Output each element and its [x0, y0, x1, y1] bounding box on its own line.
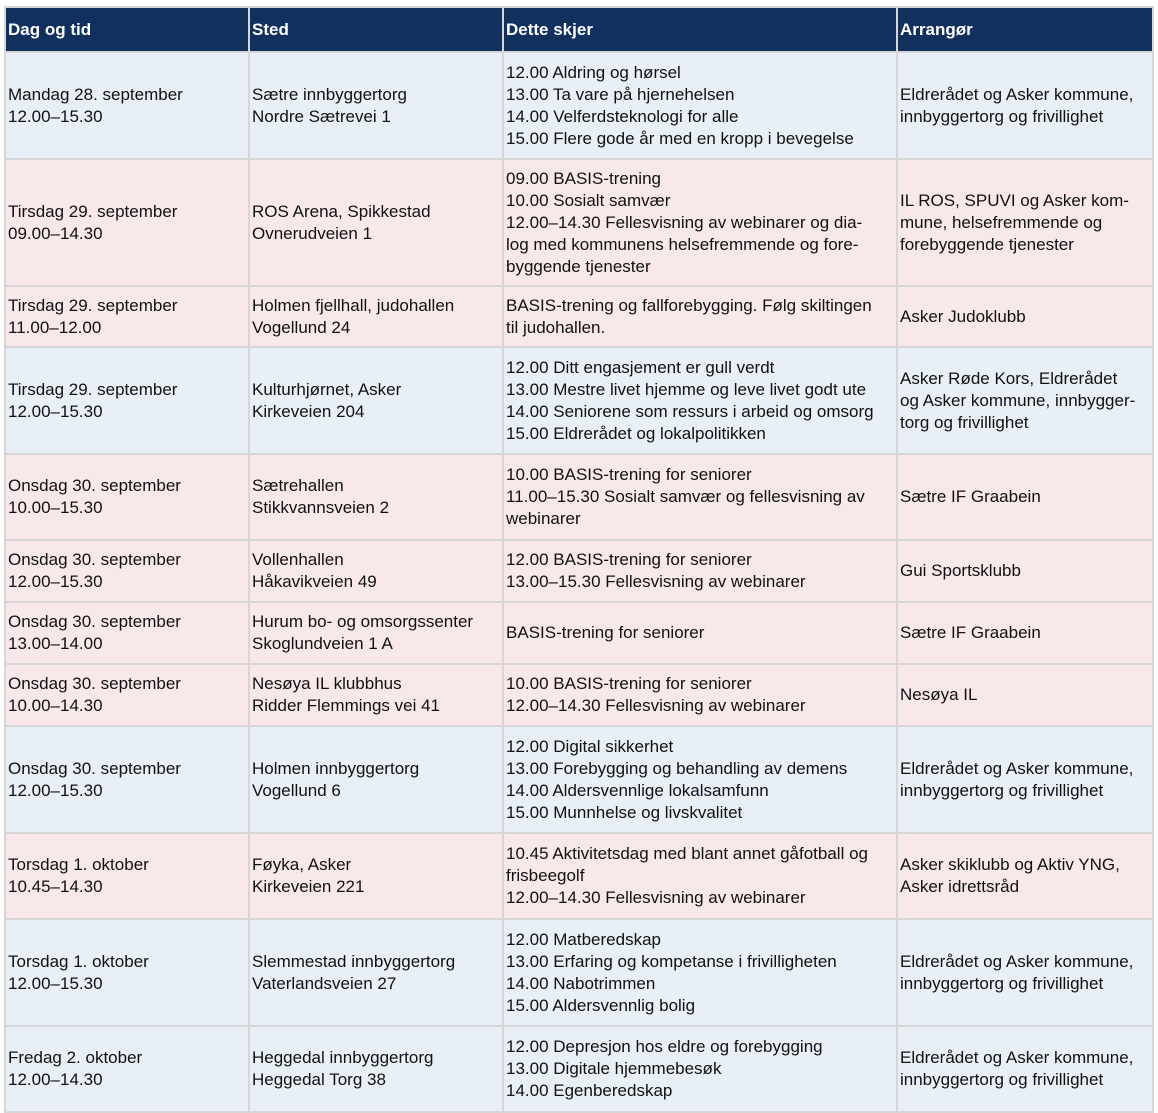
what-line: 12.00 Matberedskap [506, 929, 661, 949]
what-line: byggende tjenester [506, 256, 651, 276]
what-cell [503, 602, 897, 664]
organizer-line: Eldrerådet og Asker kommune, [900, 1048, 1134, 1067]
place-line: Nordre Sætrevei 1 [252, 106, 391, 126]
place-cell [249, 919, 503, 1026]
place-line: Skoglundveien 1 A [252, 634, 393, 653]
what-line: 15.00 Flere gode år med en kropp i bevegelse [506, 128, 854, 148]
organizer-cell [897, 664, 1153, 726]
what-line: 13.00 Digitale hjemmebesøk [506, 1059, 722, 1078]
what-line: 13.00 Ta vare på hjernehelsen [506, 84, 735, 104]
place-cell [249, 454, 503, 540]
what-cell [503, 454, 897, 540]
what-line: til judohallen. [506, 317, 606, 337]
what-cell [503, 833, 897, 919]
what-line: BASIS-trening og fallforebygging. Følg skiltingen [506, 295, 872, 315]
what-line: log med kommunens helsefremmende og fore- [506, 234, 859, 254]
day-line: Onsdag 30. september [8, 758, 181, 778]
place-line: Sætre innbyggertorg [252, 84, 407, 104]
what-line: 12.00–14.30 Fellesvisning av webinarer [506, 696, 806, 715]
what-line: 10.00 BASIS-trening for seniorer [506, 674, 752, 693]
place-line: Kulturhjørnet, Asker [252, 379, 402, 399]
organizer-line: innbyggertorg og frivillighet [900, 106, 1104, 126]
organizer-line: Sætre IF Graabein [900, 623, 1041, 642]
table-row [5, 52, 1153, 159]
column-header-organizer: Arrangør [897, 7, 1153, 52]
day-line: Tirsdag 29. september [8, 201, 178, 221]
what-line: 12.00 Depresjon hos eldre og forebygging [506, 1037, 823, 1056]
what-cell [503, 664, 897, 726]
place-cell [249, 286, 503, 347]
what-cell [503, 159, 897, 286]
day-line: 12.00–15.30 [8, 973, 103, 993]
table-row [5, 602, 1153, 664]
organizer-line: og Asker kommune, innbygger- [900, 390, 1136, 410]
day-line: 10.00–15.30 [8, 498, 103, 517]
what-line: 10.00 Sosialt samvær [506, 190, 671, 210]
what-line: frisbeegolf [506, 866, 585, 885]
what-line: 13.00–15.30 Fellesvisning av webinarer [506, 572, 806, 591]
day-line: Torsdag 1. oktober [8, 855, 149, 874]
table-row [5, 664, 1153, 726]
what-line: 13.00 Mestre livet hjemme og leve livet godt ute [506, 379, 867, 399]
place-line: Nesøya IL klubbhus [252, 674, 402, 693]
table-row [5, 726, 1153, 833]
organizer-line: Sætre IF Graabein [900, 487, 1041, 506]
day-cell [5, 159, 249, 286]
organizer-line: Gui Sportsklubb [900, 561, 1021, 580]
place-line: Føyka, Asker [252, 855, 352, 874]
organizer-line: IL ROS, SPUVI og Asker kom- [900, 190, 1129, 210]
place-cell [249, 602, 503, 664]
what-line: webinarer [506, 509, 581, 528]
organizer-line: Eldrerådet og Asker kommune, [900, 758, 1134, 778]
organizer-cell [897, 454, 1153, 540]
day-line: 12.00–15.30 [8, 401, 103, 421]
organizer-line: innbyggertorg og frivillighet [900, 973, 1104, 993]
table-row [5, 540, 1153, 602]
day-line: Tirsdag 29. september [8, 379, 178, 399]
what-line: 11.00–15.30 Sosialt samvær og fellesvisning av [506, 487, 865, 506]
organizer-cell [897, 919, 1153, 1026]
organizer-cell [897, 52, 1153, 159]
table-row [5, 1026, 1153, 1112]
day-line: Mandag 28. september [8, 84, 183, 104]
what-line: 13.00 Forebygging og behandling av demens [506, 758, 848, 778]
day-line: Onsdag 30. september [8, 612, 181, 631]
what-cell [503, 286, 897, 347]
schedule-body [5, 52, 1153, 1112]
place-line: Stikkvannsveien 2 [252, 498, 390, 517]
place-cell [249, 540, 503, 602]
day-cell [5, 1026, 249, 1112]
place-cell [249, 726, 503, 833]
organizer-line: Asker Judoklubb [900, 306, 1026, 326]
what-cell [503, 347, 897, 454]
place-line: ROS Arena, Spikkestad [252, 201, 431, 221]
table-row [5, 159, 1153, 286]
day-cell [5, 602, 249, 664]
day-cell [5, 286, 249, 347]
what-line: 13.00 Erfaring og kompetanse i frivilligheten [506, 951, 837, 971]
what-cell [503, 919, 897, 1026]
place-cell [249, 1026, 503, 1112]
organizer-line: Eldrerådet og Asker kommune, [900, 951, 1134, 971]
header-row [5, 7, 1153, 52]
organizer-cell [897, 159, 1153, 286]
organizer-line: Nesøya IL [900, 685, 978, 704]
place-line: Kirkeveien 204 [252, 401, 365, 421]
what-line: 15.00 Eldrerådet og lokalpolitikken [506, 423, 766, 443]
day-line: Torsdag 1. oktober [8, 951, 149, 971]
organizer-cell [897, 347, 1153, 454]
place-line: Ridder Flemmings vei 41 [252, 696, 441, 715]
day-line: Fredag 2. oktober [8, 1048, 143, 1067]
what-line: 14.00 Nabotrimmen [506, 973, 656, 993]
place-line: Hurum bo- og omsorgssenter [252, 612, 474, 631]
organizer-line: Asker idrettsråd [900, 877, 1020, 896]
place-line: Heggedal innbyggertorg [252, 1048, 434, 1067]
place-line: Sætrehallen [252, 476, 344, 495]
what-line: 14.00 Egenberedskap [506, 1081, 673, 1100]
day-line: 12.00–15.30 [8, 572, 103, 591]
place-line: Holmen innbyggertorg [252, 758, 420, 778]
place-cell [249, 52, 503, 159]
what-line: 14.00 Velferdsteknologi for alle [506, 106, 739, 126]
organizer-cell [897, 833, 1153, 919]
day-cell [5, 454, 249, 540]
organizer-cell [897, 540, 1153, 602]
day-line: Onsdag 30. september [8, 674, 181, 693]
column-header-what: Dette skjer [503, 7, 897, 52]
what-line: 10.00 BASIS-trening for seniorer [506, 465, 752, 484]
organizer-cell [897, 286, 1153, 347]
day-cell [5, 347, 249, 454]
table-row [5, 454, 1153, 540]
day-line: 12.00–15.30 [8, 780, 103, 800]
what-line: 12.00 BASIS-trening for seniorer [506, 550, 752, 569]
day-line: 10.45–14.30 [8, 877, 103, 896]
place-line: Vaterlandsveien 27 [252, 973, 397, 993]
organizer-cell [897, 602, 1153, 664]
what-line: 15.00 Munnhelse og livskvalitet [506, 802, 743, 822]
day-line: 13.00–14.00 [8, 634, 103, 653]
what-line: 12.00–14.30 Fellesvisning av webinarer [506, 888, 806, 907]
organizer-line: torg og frivillighet [900, 412, 1029, 432]
place-cell [249, 664, 503, 726]
what-line: 10.45 Aktivitetsdag med blant annet gåfotball og [506, 844, 868, 863]
what-line: 12.00–14.30 Fellesvisning av webinarer og dia- [506, 212, 863, 232]
day-line: Tirsdag 29. september [8, 295, 178, 315]
what-cell [503, 726, 897, 833]
what-line: 12.00 Aldring og hørsel [506, 62, 681, 82]
organizer-line: forebyggende tjenester [900, 234, 1074, 254]
what-cell [503, 1026, 897, 1112]
place-line: Heggedal Torg 38 [252, 1070, 386, 1089]
organizer-cell [897, 726, 1153, 833]
day-cell [5, 919, 249, 1026]
place-line: Kirkeveien 221 [252, 877, 365, 896]
table-row [5, 833, 1153, 919]
place-line: Vogellund 24 [252, 317, 351, 337]
column-header-day: Dag og tid [5, 7, 249, 52]
what-line: 14.00 Seniorene som ressurs i arbeid og omsorg [506, 401, 874, 421]
day-line: 12.00–15.30 [8, 106, 103, 126]
day-line: Onsdag 30. september [8, 550, 181, 569]
table-row [5, 919, 1153, 1026]
what-line: 14.00 Aldersvennlige lokalsamfunn [506, 780, 769, 800]
organizer-line: innbyggertorg og frivillighet [900, 1070, 1104, 1089]
what-cell [503, 540, 897, 602]
organizer-line: Asker skiklubb og Aktiv YNG, [900, 855, 1120, 874]
organizer-line: mune, helsefremmende og [900, 212, 1103, 232]
what-line: 12.00 Ditt engasjement er gull verdt [506, 357, 775, 377]
organizer-line: Eldrerådet og Asker kommune, [900, 84, 1134, 104]
what-line: BASIS-trening for seniorer [506, 623, 705, 642]
place-cell [249, 159, 503, 286]
day-line: 11.00–12.00 [8, 317, 102, 337]
organizer-line: Asker Røde Kors, Eldrerådet [900, 368, 1118, 388]
table-row [5, 347, 1153, 454]
what-line: 09.00 BASIS-trening [506, 168, 661, 188]
day-line: 12.00–14.30 [8, 1070, 103, 1089]
day-cell [5, 540, 249, 602]
schedule-table [4, 6, 1154, 1113]
day-cell [5, 52, 249, 159]
day-cell [5, 664, 249, 726]
place-line: Håkavikveien 49 [252, 572, 377, 591]
what-line: 15.00 Aldersvennlig bolig [506, 995, 696, 1015]
day-cell [5, 726, 249, 833]
place-line: Slemmestad innbyggertorg [252, 951, 456, 971]
organizer-cell [897, 1026, 1153, 1112]
day-line: 09.00–14.30 [8, 223, 103, 243]
place-line: Holmen fjellhall, judohallen [252, 295, 455, 315]
place-line: Vogellund 6 [252, 780, 341, 800]
what-cell [503, 52, 897, 159]
what-line: 12.00 Digital sikkerhet [506, 736, 674, 756]
place-line: Ovnerudveien 1 [252, 223, 373, 243]
column-header-place: Sted [249, 7, 503, 52]
place-line: Vollenhallen [252, 550, 344, 569]
day-line: Onsdag 30. september [8, 476, 181, 495]
day-line: 10.00–14.30 [8, 696, 103, 715]
day-cell [5, 833, 249, 919]
table-row [5, 286, 1153, 347]
organizer-line: innbyggertorg og frivillighet [900, 780, 1104, 800]
place-cell [249, 347, 503, 454]
place-cell [249, 833, 503, 919]
